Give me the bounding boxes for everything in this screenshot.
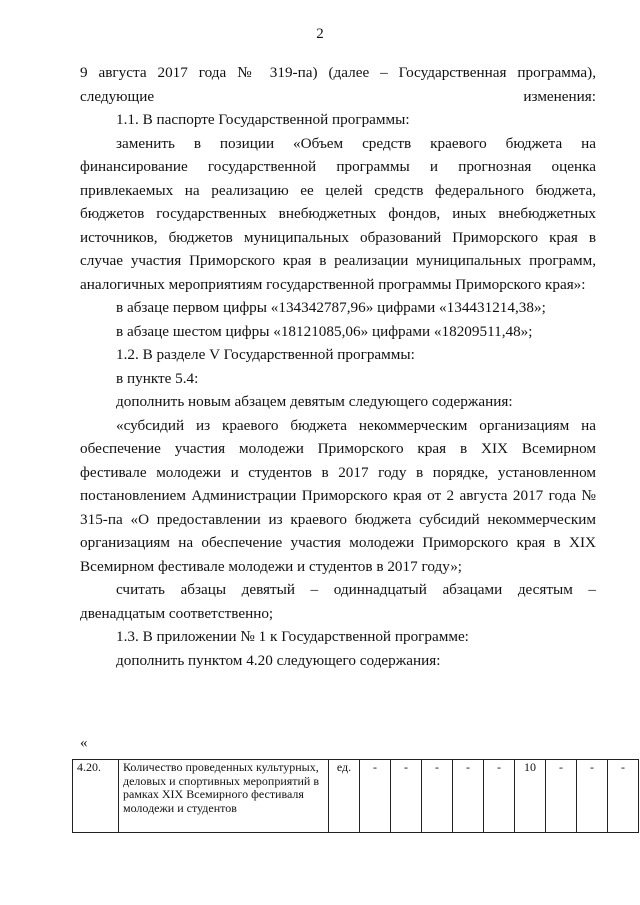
paragraph-add-ninth: дополнить новым абзацем девятым следующего содержания:	[116, 393, 513, 410]
paragraph-1-2: 1.2. В разделе V Государственной программы:	[116, 346, 415, 363]
paragraph-point-5-4: в пункте 5.4:	[116, 369, 199, 387]
value-cell: -	[422, 760, 453, 833]
paragraph-1-3: 1.3. В приложении № 1 к Государственной программе:	[116, 628, 469, 645]
value-cell: -	[577, 760, 608, 833]
paragraph-subsidies-quote: «субсидий из краевого бюджета некоммерческим организациям на обеспечение участия молодежи Приморского края в XIX Всемирном фестивале молодежи и студентов в 2017 году в порядке, установленном постановлением Администрации Приморского края от 2 августа 2017 года № 315-па «О предоставлении из краевого бюджета субсидий некоммерческим организациям на обеспечение участия молодежи Приморского края в XIX Всемирном фестивале молодежи и студентов в 2017 году»;	[80, 416, 596, 575]
opening-quote-mark: «	[80, 735, 88, 751]
page-number: 2	[316, 26, 324, 42]
value-cell: -	[608, 760, 639, 833]
paragraph-replace-position: заменить в позиции «Объем средств краевого бюджета на финансирование государственной программы и прогнозная оценка привлекаемых на реализацию ее целей средств федерального бюджета, бюджетов государственных внебюджетных фондов, иных внебюджетных источников, бюджетов муниципальных образований Приморского края в случае участия Приморского края в реализации муниципальных программ, аналогичных мероприятиям государственной программы Приморского края»:	[80, 134, 596, 293]
value-cell: -	[360, 760, 391, 833]
indicator-name-cell: Количество проведенных культурных, деловых и спортивных мероприятий в рамках XIX Всемирного фестиваля молодежи и студентов	[119, 760, 329, 833]
value-cell: -	[391, 760, 422, 833]
paragraph-sixth-figures: в абзаце шестом цифры «18121085,06» цифрами «18209511,48»;	[116, 322, 533, 340]
paragraph-renumber: считать абзацы девятый – одиннадцатый абзацами десятым – двенадцатым соответственно;	[80, 581, 596, 622]
paragraph-1-1: 1.1. В паспорте Государственной программы:	[116, 111, 410, 128]
unit-cell: ед.	[329, 760, 360, 833]
value-cell: -	[546, 760, 577, 833]
indicator-table	[72, 759, 639, 833]
value-cell: 10	[515, 760, 546, 833]
table-row	[73, 760, 639, 833]
document-body	[80, 61, 596, 672]
value-cell: -	[453, 760, 484, 833]
paragraph-intro: 9 августа 2017 года № 319-па) (далее – Государственная программа), следующие изменения:	[80, 64, 596, 105]
value-cell: -	[484, 760, 515, 833]
paragraph-add-point-4-20: дополнить пунктом 4.20 следующего содержания:	[116, 651, 441, 669]
row-number-cell: 4.20.	[73, 760, 119, 833]
paragraph-first-figures: в абзаце первом цифры «134342787,96» цифрами «134431214,38»;	[116, 299, 546, 316]
